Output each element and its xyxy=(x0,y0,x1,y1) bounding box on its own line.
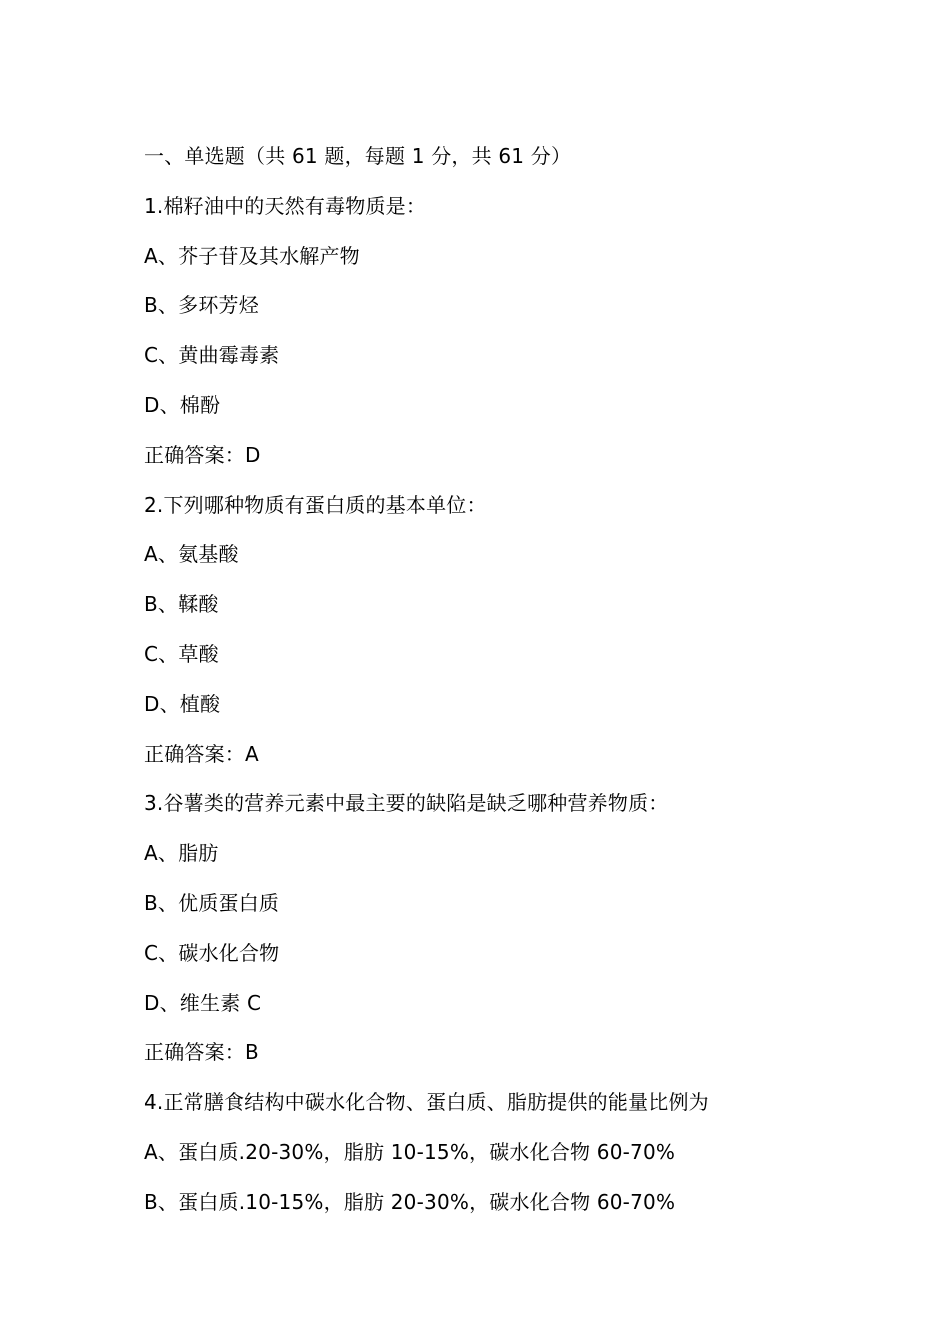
question-1 xyxy=(144,182,904,481)
option-b: B、鞣酸 xyxy=(144,592,219,617)
option-d: D、维生素 C xyxy=(144,990,262,1015)
question-4 xyxy=(144,1078,904,1227)
correct-answer: 正确答案：A xyxy=(144,741,259,766)
option-b: B、多环芳烃 xyxy=(144,293,259,318)
option-a: A、氨基酸 xyxy=(144,542,239,567)
question-3 xyxy=(144,779,904,1078)
correct-answer: 正确答案：D xyxy=(144,442,261,467)
option-b: B、优质蛋白质 xyxy=(144,890,280,915)
option-a: A、蛋白质.20-30%，脂肪 10-15%，碳水化合物 60-70% xyxy=(144,1139,676,1164)
option-d: D、棉酚 xyxy=(144,392,221,417)
document-page xyxy=(144,132,904,1228)
option-b: B、蛋白质.10-15%，脂肪 20-30%，碳水化合物 60-70% xyxy=(144,1189,676,1214)
question-stem: 1.棉籽油中的天然有毒物质是： xyxy=(144,193,427,218)
question-stem: 3.谷薯类的营养元素中最主要的缺陷是缺乏哪种营养物质： xyxy=(144,791,669,816)
option-c: C、草酸 xyxy=(144,641,219,666)
option-c: C、碳水化合物 xyxy=(144,940,280,965)
correct-answer: 正确答案：B xyxy=(144,1040,259,1065)
option-a: A、脂肪 xyxy=(144,841,219,866)
question-2 xyxy=(144,481,904,780)
question-stem: 4.正常膳食结构中碳水化合物、蛋白质、脂肪提供的能量比例为 xyxy=(144,1090,709,1115)
section-title: 一、单选题（共 61 题，每题 1 分，共 61 分） xyxy=(144,144,572,168)
option-d: D、植酸 xyxy=(144,691,221,716)
question-stem: 2.下列哪种物质有蛋白质的基本单位： xyxy=(144,492,487,517)
option-a: A、芥子苷及其水解产物 xyxy=(144,243,360,268)
option-c: C、黄曲霉毒素 xyxy=(144,343,280,368)
